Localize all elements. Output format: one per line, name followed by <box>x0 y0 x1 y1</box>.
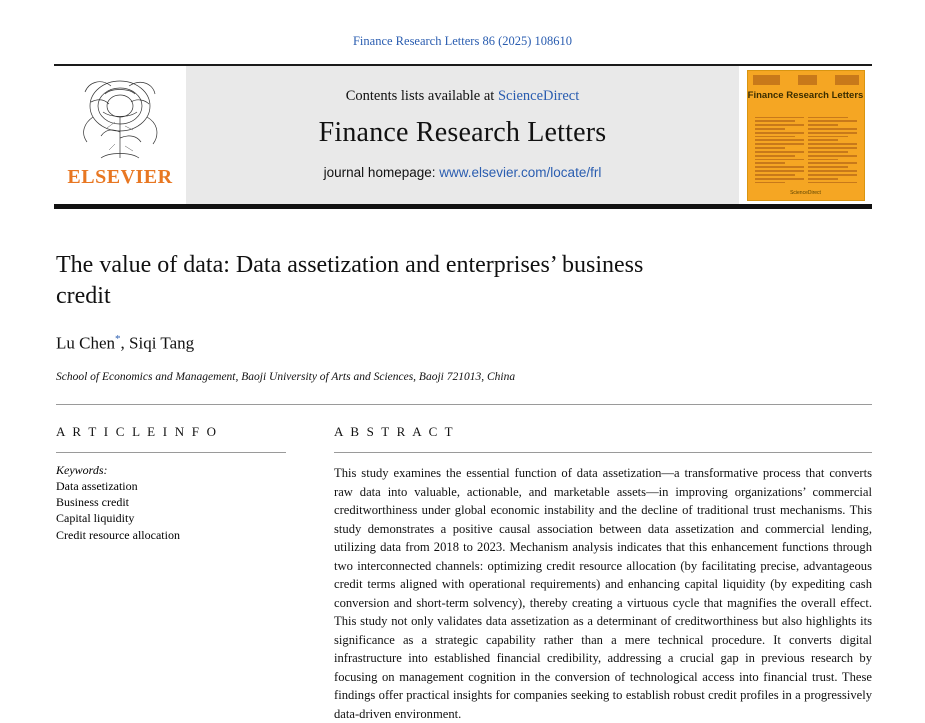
abstract-section <box>334 424 872 723</box>
journal-masthead <box>54 64 872 209</box>
homepage-prefix: journal homepage: <box>323 165 436 180</box>
keywords-label: Keywords: <box>56 463 108 477</box>
cover-journal-title: Finance Research Letters <box>747 89 864 101</box>
sciencedirect-link[interactable]: ScienceDirect <box>497 88 580 104</box>
elsevier-tree-icon <box>71 72 169 164</box>
cover-text-columns <box>755 117 857 184</box>
cover-column <box>755 117 804 184</box>
header-divider <box>56 404 872 405</box>
abstract-text: This study examines the essential function of data assetization—a transformative process that converts raw data into valuable, actionable, and marketable assets—in improving organizations’ commercial creditworthiness under global economic instability and the decline of traditional trust mechanisms. This study demonstrates a positive causal association between data assetization and commercial lending, utilizing data from 2018 to 2023. Mechanism analysis indicates that this enhancement functions through two interconnected channels: optimizing credit resource allocation (by facilitating precise, advantageous credit terms aligned with operational requirements) and enhancing capital liquidity (by expediting cash conversion and short-term solvency), thereby creating a virtuous cycle that magnifies the overall effect. This study not only validates data assetization as a determinant of creditworthiness but also highlights its significance as a strategic capability rather than a mere technical procedure. It converts digital infrastructure into established financial credibility, addressing a crucial gap in previous research by focusing on management cognition in the conversion of technological access into financial trust. These findings offer practical insights for companies seeking to establish robust credit profiles in a progressively data-driven environment. <box>334 466 872 721</box>
author-list <box>56 333 194 354</box>
author-name-rest: , Siqi Tang <box>120 333 195 353</box>
page-title: The value of data: Data assetization and enterprises’ business credit <box>56 252 644 310</box>
author-name: Lu Chen <box>56 333 116 353</box>
keyword-item: Credit resource allocation <box>56 527 180 542</box>
keyword-item: Data assetization <box>56 479 138 493</box>
publisher-logo <box>54 66 186 204</box>
contents-available-line <box>346 88 580 105</box>
keyword-item: Business credit <box>56 495 129 510</box>
cover-image <box>747 70 865 201</box>
journal-cover-thumbnail <box>739 66 872 204</box>
article-info-divider <box>56 452 286 453</box>
journal-homepage-line <box>324 165 602 180</box>
corresponding-author-marker[interactable]: * <box>115 333 121 345</box>
abstract-divider <box>334 452 872 453</box>
cover-footer: ScienceDirect <box>790 189 821 196</box>
keyword-item: Capital liquidity <box>56 511 135 526</box>
cover-topbar <box>753 75 859 85</box>
journal-homepage-link[interactable]: www.elsevier.com/locate/frl <box>439 165 602 180</box>
masthead-center <box>186 66 739 204</box>
affiliation: School of Economics and Management, Baoji University of Arts and Sciences, Baoji 721013, China <box>56 371 516 383</box>
article-info-section <box>56 424 286 543</box>
cover-column <box>808 117 857 184</box>
article-info-heading: A R T I C L E I N F O <box>56 424 219 439</box>
contents-prefix: Contents lists available at <box>345 88 495 104</box>
running-head: Finance Research Letters 86 (2025) 108610 <box>352 34 573 48</box>
abstract-heading: A B S T R A C T <box>334 424 455 439</box>
journal-title: Finance Research Letters <box>318 117 607 148</box>
elsevier-wordmark: ELSEVIER <box>67 166 173 188</box>
